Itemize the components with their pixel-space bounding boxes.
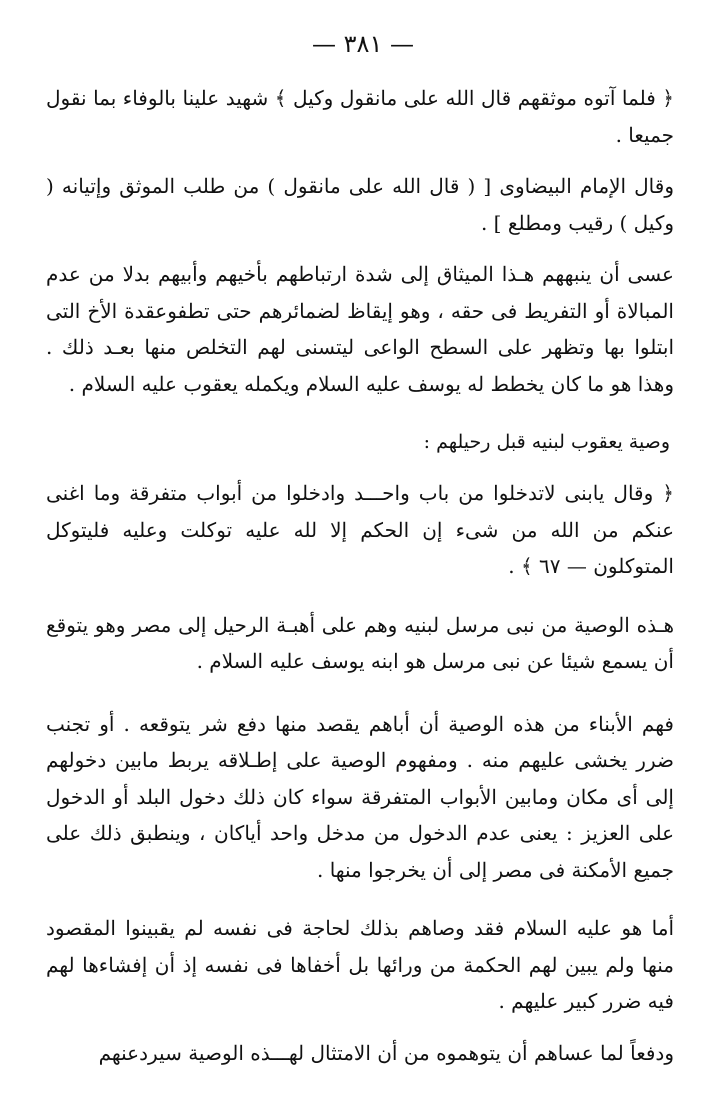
- paragraph-gap: [46, 585, 674, 607]
- paragraph-gap: [46, 460, 674, 475]
- paragraph-gap: [46, 153, 674, 168]
- baydawi-quote-paragraph: وقال الإمام البيضاوى [ ( قال الله على مانقول ) من طلب الموثق وإتيانه ( وكيل ) رقيب ومطلع ] .: [46, 174, 674, 235]
- commentary-paragraph: ودفعاً لما عساهم أن يتوهموه من أن الامتثال لهـــذه الوصية سيردعنهم: [98, 1040, 674, 1065]
- commentary-paragraph: هـذه الوصية من نبى مرسل لبنيه وهم على أهبـة الرحيل إلى مصر وهو يتوقع أن يسمع شيئا عن نبى مرسل هو ابنه يوسف عليه السلام .: [46, 612, 674, 673]
- page-number: — ٣٨١ —: [312, 30, 414, 58]
- quran-verse-paragraph: ﴿ فلما آتوه موثقهم قال الله على مانقول وكيل ﴾ شهيد علينا بالوفاء بما نقول جميعا .: [46, 86, 674, 147]
- paragraph-gap: [46, 680, 674, 706]
- paragraph-gap: [46, 402, 674, 424]
- paragraph-gap: [46, 241, 674, 256]
- commentary-paragraph: فهم الأبناء من هذه الوصية أن أباهم يقصد منها دفع شر يتوقعه . أو تجنب ضرر يخشى عليهم منه . ومفهوم الوصية على إطـلاقه يربط مابين دخولهم إلى أى مكان ومابين الأبواب المتفرقة سواء كان ذلك دخول البلد أو الدخول على العزيز : يعنى عدم الدخول من مدخل واحد أياكان ، وينطبق ذلك على جميع الأمكنة فى مصر إلى أن يخرجوا منها .: [46, 711, 674, 882]
- section-heading: وصية يعقوب لبنيه قبل رحيلهم :: [423, 431, 670, 453]
- paragraph-gap: [46, 1020, 674, 1035]
- quran-verse-paragraph: ﴿ وقال يابنى لاتدخلوا من باب واحـــد وادخلوا من أبواب متفرقة وما اغنى عنكم من الله من شىء إن الحكم إلا لله عليه توكلت وعليه فليتوكل المتوكلون — ٦٧ ﴾ .: [46, 481, 674, 578]
- paragraph-gap: [46, 888, 674, 910]
- commentary-paragraph: أما هو عليه السلام فقد وصاهم بذلك لحاجة فى نفسه لم يقبينوا المقصود منها ولم يبين لهم الحكمة من ورائها بل أخفاها فى نفسه إذ أن إفشاءها لهم فيه ضرر كبير عليهم .: [46, 916, 674, 1013]
- commentary-paragraph: عسى أن ينبههم هـذا الميثاق إلى شدة ارتباطهم بأخيهم وأبيهم بدلا من عدم المبالاة أو التفريط فى حقه ، وهو إيقاظ لضمائرهم حتى تطفوعقدة الأخ التى ابتلوا بها وتظهر على السطح الواعى ليتسنى لهم التخلص منها بعـد ذلك . وهذا هو ما كان يخطط له يوسف عليه السلام ويكمله يعقوب عليه السلام .: [46, 262, 674, 396]
- page-body: [46, 80, 674, 1071]
